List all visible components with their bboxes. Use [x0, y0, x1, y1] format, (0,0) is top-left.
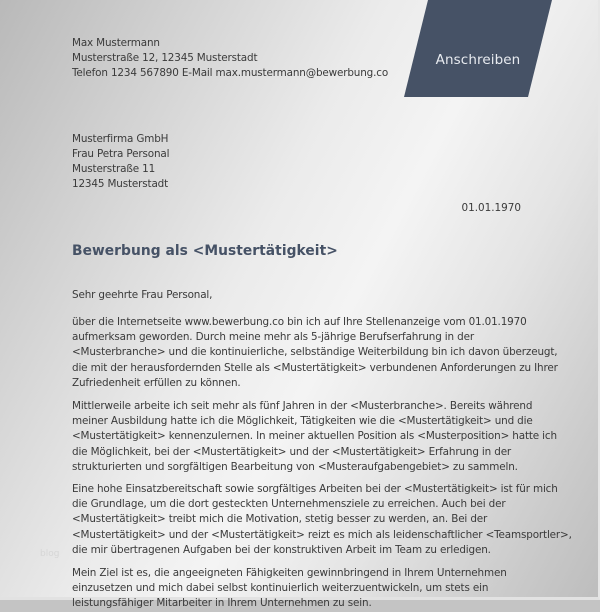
recipient-block — [72, 132, 169, 192]
recipient-person: Frau Petra Personal — [72, 148, 170, 160]
paragraph-line: strukturierten und sorgfältigen Bearbeitung von <Musteraufgabengebiet> zu sammeln. — [72, 460, 518, 473]
paragraph-line: die mit der herausfordernden Stelle als <Mustertätigkeit> verbundenen Anforderungen zu Ihrer — [72, 361, 558, 374]
body-paragraph — [72, 315, 558, 391]
body-paragraph — [72, 482, 572, 558]
paragraph-line: Zufriedenheit erfüllen zu können. — [72, 376, 241, 389]
paragraph-line: die Möglichkeit, bei der <Mustertätigkeit> und der <Mustertätigkeit> Erfahrung in der — [72, 445, 512, 458]
paragraph-line: Mittlerweile arbeite ich seit mehr als fünf Jahren in der <Musterbranche>. Bereits während — [72, 400, 533, 412]
letter-date: 01.01.1970 — [461, 202, 521, 214]
paragraph-line: die mir übertragenen Aufgaben bei der konstruktiven Arbeit im Team zu erledigen. — [72, 543, 491, 556]
paragraph-line: leistungsfähiger Mitarbeiter in Ihrem Unternehmen zu sein. — [72, 597, 372, 610]
sender-address: Musterstraße 12, 12345 Musterstadt — [72, 52, 258, 64]
recipient-company: Musterfirma GmbH — [72, 133, 169, 145]
paragraph-line: <Mustertätigkeit> kennenzulernen. In meiner aktuellen Position als <Musterposition> hatte ich — [72, 430, 557, 443]
paragraph-line: <Musterbranche> und die kontinuierliche, selbständige Weiterbildung bin ich davon überzeugt, — [72, 346, 558, 359]
paragraph-line: einzusetzen und mich dabei selbst kontinuierlich weiterzuentwickeln, um stets ein — [72, 582, 489, 595]
paragraph-line: Eine hohe Einsatzbereitschaft sowie sorgfältiges Arbeiten bei der <Mustertätigkeit> ist für mich — [72, 483, 558, 495]
paragraph-line: Mein Ziel ist es, die angeeigneten Fähigkeiten gewinnbringend in Ihrem Unternehmen — [72, 567, 507, 579]
paragraph-line: <Mustertätigkeit> treibt mich die Motivation, stetig besser zu werden, an. Bei der — [72, 513, 488, 526]
paragraph-line: über die Internetseite www.bewerbung.co bin ich auf Ihre Stellenanzeige vom 01.01.1970 — [72, 316, 527, 328]
body-paragraph — [72, 399, 557, 475]
recipient-city: 12345 Musterstadt — [72, 178, 169, 190]
document-type-label: Anschreiben — [435, 51, 521, 68]
body-paragraph — [72, 566, 542, 612]
paragraph-line: <Mustertätigkeit> und der <Mustertätigkeit> reizt es mich als leidenschaftlicher <Teamsportler>, — [72, 528, 572, 541]
sender-contact: Telefon 1234 567890 E-Mail max.mustermann@bewerbung.co — [72, 67, 389, 79]
paragraph-line: meiner Ausbildung hatte ich die Möglichkeit, Tätigkeiten wie die <Mustertätigkeit> und die — [72, 415, 533, 428]
sender-name: Max Mustermann — [72, 37, 160, 49]
paragraph-line: die Grundlage, um die dort gesteckten Unternehmensziele zu erreichen. Auch bei der — [72, 498, 506, 511]
sender-block — [72, 36, 388, 81]
recipient-street: Musterstraße 11 — [72, 163, 156, 175]
paragraph-line: aufmerksam geworden. Durch meine mehr als 5-jährige Berufserfahrung in der — [72, 331, 474, 344]
salutation: Sehr geehrte Frau Personal, — [72, 289, 213, 301]
watermark: blog — [40, 549, 60, 559]
letter-subject: Bewerbung als <Mustertätigkeit> — [72, 243, 338, 259]
